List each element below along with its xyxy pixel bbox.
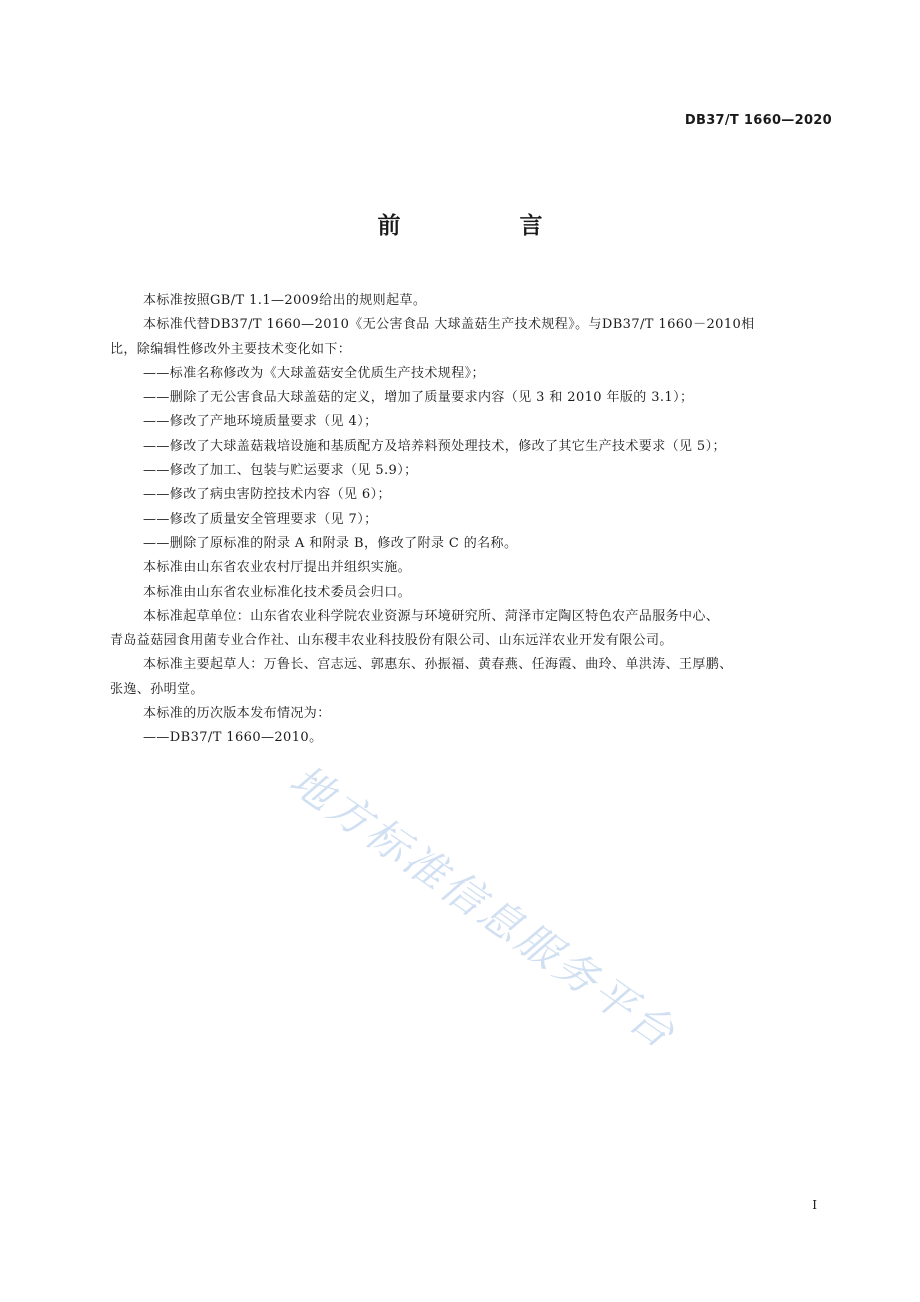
page-number: I bbox=[812, 1198, 817, 1212]
page-title: 前 言 bbox=[377, 213, 591, 239]
paragraph-line: 本标准由山东省农业农村厅提出并组织实施。 bbox=[143, 560, 412, 576]
list-item: ——修改了质量安全管理要求（见 7）； bbox=[143, 511, 378, 527]
paragraph-line: 青岛益菇园食用菌专业合作社、山东稷丰农业科技股份有限公司、山东远洋农业开发有限公司。 bbox=[110, 633, 673, 649]
paragraph-line: 比，除编辑性修改外主要技术变化如下： bbox=[110, 341, 352, 357]
list-item: ——删除了原标准的附录 A 和附录 B，修改了附录 C 的名称。 bbox=[143, 535, 518, 551]
list-item: ——标准名称修改为《大球盖菇安全优质生产技术规程》； bbox=[143, 365, 485, 381]
paragraph-line: 本标准的历次版本发布情况为： bbox=[143, 706, 331, 722]
paragraph-line: 本标准按照GB/T 1.1—2009给出的规则起草。 bbox=[143, 293, 427, 308]
list-item: ——修改了产地环境质量要求（见 4）； bbox=[143, 414, 378, 430]
list-item: ——修改了病虫害防控技术内容（见 6）； bbox=[143, 487, 391, 503]
paragraph-line: 本标准主要起草人：万鲁长、宫志远、郭惠东、孙振福、黄春燕、任海霞、曲玲、单洪涛、王厚鹏、 bbox=[143, 657, 733, 673]
list-item: ——删除了无公害食品大球盖菇的定义，增加了质量要求内容（见 3 和 2010 年版的 3.1）； bbox=[143, 390, 694, 406]
paragraph-line: 本标准代替DB37/T 1660—2010《无公害食品 大球盖菇生产技术规程》。与DB37/T 1660－2010相 bbox=[143, 317, 755, 333]
list-item: ——修改了大球盖菇栽培设施和基质配方及培养料预处理技术，修改了其它生产技术要求（见 5）； bbox=[143, 438, 726, 454]
paragraph-line: 本标准由山东省农业标准化技术委员会归口。 bbox=[143, 584, 412, 600]
watermark: 地方标准信息服务平台 bbox=[281, 755, 687, 1060]
paragraph-line: 张逸、孙明堂。 bbox=[110, 681, 204, 697]
list-item: ——DB37/T 1660—2010。 bbox=[143, 730, 323, 746]
paragraph-line: 本标准起草单位：山东省农业科学院农业资源与环境研究所、菏泽市定陶区特色农产品服务中心、 bbox=[143, 608, 720, 624]
list-item: ——修改了加工、包装与贮运要求（见 5.9）； bbox=[143, 463, 418, 479]
standard-code: DB37/T 1660—2020 bbox=[684, 113, 832, 128]
foreword-body bbox=[110, 289, 830, 751]
